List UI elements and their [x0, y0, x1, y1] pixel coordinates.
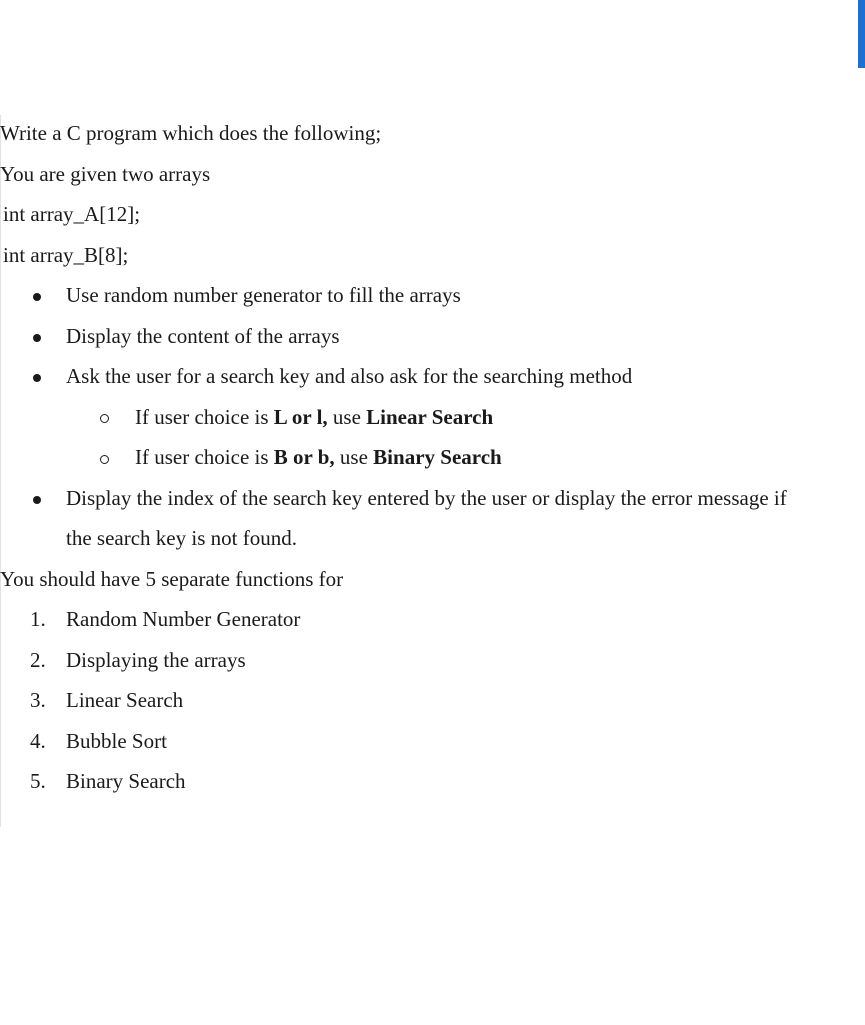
bullet-icon	[32, 478, 42, 519]
sub-list-item-binary	[0, 437, 865, 478]
assignment-document	[0, 113, 865, 802]
given-text: You are given two arrays	[0, 161, 211, 186]
bullet-text: Display the content of the arrays	[66, 323, 340, 348]
numbered-item	[0, 599, 865, 640]
item-number: 2.	[30, 647, 46, 672]
list-item	[0, 275, 865, 316]
list-item	[0, 478, 865, 519]
sub-list-item-linear	[0, 397, 865, 438]
numbered-item	[0, 761, 865, 802]
item-label: Displaying the arrays	[66, 647, 246, 672]
sub-method: Linear Search	[366, 404, 494, 429]
window-accent-bar	[858, 0, 865, 68]
intro-text: Write a C program which does the following;	[0, 121, 382, 145]
item-number: 1.	[30, 607, 46, 631]
numbered-item	[0, 680, 865, 721]
bullet-text: Use random number generator to fill the arrays	[66, 283, 461, 307]
code-line-array-b: int array_B[8];	[3, 242, 129, 267]
sub-middle: use	[327, 404, 367, 429]
bullet-text: Ask the user for a search key and also ask for the searching method	[66, 364, 633, 388]
sub-middle: use	[334, 445, 374, 469]
functions-intro: You should have 5 separate functions for	[0, 566, 344, 591]
sub-prefix: If user choice is	[135, 404, 274, 429]
item-label: Binary Search	[66, 769, 186, 793]
sub-method: Binary Search	[373, 445, 502, 469]
bullet-continuation: the search key is not found.	[66, 526, 297, 550]
list-item	[0, 356, 865, 397]
item-label: Linear Search	[66, 688, 184, 712]
list-item	[0, 316, 865, 357]
sub-choice: B or b,	[273, 445, 335, 469]
code-line-array-a: int array_A[12];	[3, 202, 141, 226]
bullet-icon	[32, 356, 42, 397]
item-number: 4.	[30, 728, 46, 753]
item-number: 3.	[30, 688, 46, 712]
circle-bullet-icon	[100, 437, 109, 478]
item-label: Random Number Generator	[66, 607, 301, 631]
bullet-text: Display the index of the search key entered by the user or display the error message if	[66, 485, 787, 510]
bullet-icon	[32, 275, 42, 316]
item-number: 5.	[30, 769, 46, 793]
item-label: Bubble Sort	[66, 728, 167, 753]
numbered-item	[0, 721, 865, 762]
bullet-icon	[32, 316, 42, 357]
sub-choice: L or l,	[273, 404, 328, 429]
sub-prefix: If user choice is	[135, 445, 274, 469]
numbered-item	[0, 640, 865, 681]
circle-bullet-icon	[100, 397, 109, 438]
